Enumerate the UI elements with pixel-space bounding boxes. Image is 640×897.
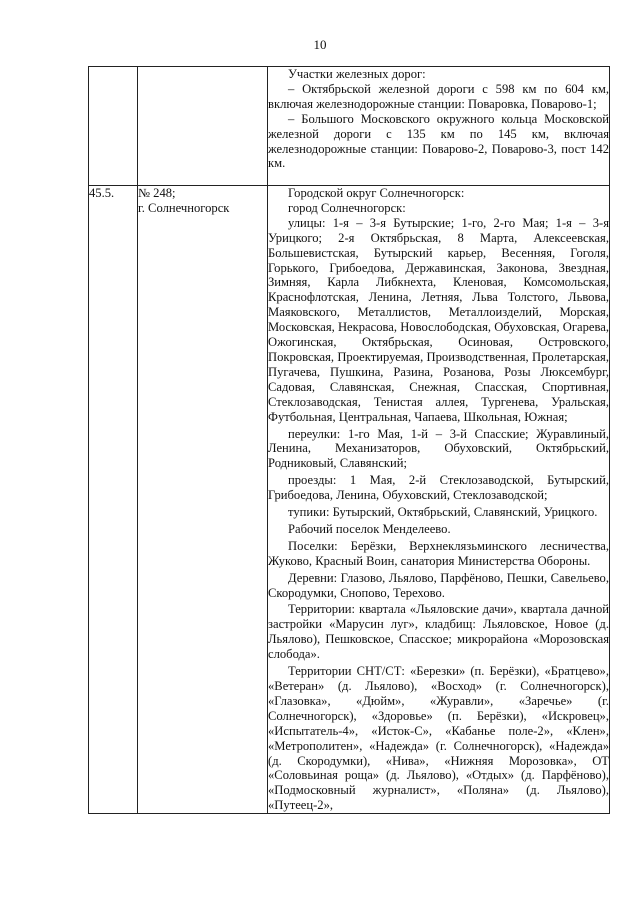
hamlets-paragraph: Деревни: Глазово, Льялово, Парфёново, Пешки, Савельево, Скородумки, Снопово, Терехово. — [268, 570, 609, 600]
district-heading: Городской округ Солнечногорск: — [288, 186, 465, 200]
row-text-cell — [268, 67, 610, 186]
lanes-paragraph: переулки: 1-го Мая, 1-й – 3-й Спасские; Журавлиный, Ленина, Механизаторов, Обуховский, Октябрьский, Родниковый, Славянский; — [268, 426, 609, 471]
district-city: г. Солнечногорск — [138, 200, 230, 215]
city-heading: город Солнечногорск: — [288, 200, 406, 215]
territories-paragraph: Территории: квартала «Льяловские дачи», квартала дачной застройки «Марусин луг», кладбищ: Льяловское, Новое (д. Льялово), Пешковское, Спасское; микрорайона «Морозовская слобода». — [268, 602, 609, 662]
row-number-cell — [89, 186, 138, 814]
row-name-cell — [138, 186, 268, 814]
villages-paragraph: Поселки: Берёзки, Верхнеклязьминского лесничества, Жуково, Красный Воин, санатория Министерства Обороны. — [268, 538, 609, 568]
row-text-cell — [268, 186, 610, 814]
district-number: № 248; — [138, 186, 176, 200]
row-number-cell — [89, 67, 138, 186]
streets-paragraph: улицы: 1-я – 3-я Бутырские; 1-го, 2-го Мая; 1-я – 3-я Урицкого; 2-я Октябрьская, 8 Марта, Алексеевская, Большевистская, Бутырский карьер, Весенняя, Гоголя, Горького, Грибоедова, Державинская, Законова, Звездная, Зимняя, Карла Либкнехта, Кленовая, Комсомольская, Краснофлотская, Ленина, Летняя, Льва Толстого, Львова, Маяковского, Металлистов, Металлоизделий, Морская, Московская, Некрасова, Новослободская, Обуховская, Огарева, Ожогинская, Октябрьская, Осиновая, Островского, Покровская, Проектируемая, Производственная, Пролетарская, Пугачева, Пушкина, Разина, Розанова, Розы Люксембург, Садовая, Славянская, Снежная, Спасская, Спортивная, Стеклозаводская, Тенистая аллея, Тургенева, Уральская, Футбольная, Центральная, Чапаева, Школьная, Южная; — [268, 215, 609, 424]
page-number: 10 — [313, 37, 327, 52]
railway-paragraph: – Большого Московского окружного кольца Московской железной дороги с 135 км по 145 км, включая железнодорожные станции: Поварово-2, Поварово-3, пост 142 км. — [268, 111, 609, 171]
settlement-paragraph: Рабочий поселок Менделеево. — [288, 521, 451, 536]
document-table — [88, 66, 610, 814]
row-number: 45.5. — [89, 186, 115, 200]
snt-territories-paragraph: Территории СНТ/СТ: «Березки» (п. Берёзки), «Братцево», «Ветеран» (д. Льялово), «Восход» (г. Солнечногорск), «Глазовка», «Дюйм», «Журавли», «Заречье» (г. Солнечногорск), «Здоровье» (п. Берёзки), «Искровец», «Испытатель-4», «Исток-С», «Кабанье поле-2», «Клен», «Метрополитен», «Надежда» (г. Солнечногорск), «Надежда» (д. Скородумки), «Нива», «Нижняя Морозовка», ОТ «Соловьиная роща» (д. Льялово), «Отдых» (д. Парфёново), «Подмосковный журналист», «Поляна» (д. Льялово), «Путеец-2», — [268, 664, 609, 813]
table-row — [89, 186, 610, 814]
deadends-paragraph: тупики: Бутырский, Октябрьский, Славянский, Урицкого. — [288, 505, 598, 520]
table-row — [89, 67, 610, 186]
row-name-cell — [138, 67, 268, 186]
railway-heading: Участки железных дорог: — [288, 67, 426, 81]
railway-paragraph: – Октябрьской железной дороги с 598 км по 604 км, включая железнодорожные станции: Поваровка, Поварово-1; — [268, 81, 609, 111]
passages-paragraph: проезды: 1 Мая, 2-й Стеклозаводской, Бутырский, Грибоедова, Ленина, Обуховский, Стеклозаводской; — [268, 473, 609, 503]
